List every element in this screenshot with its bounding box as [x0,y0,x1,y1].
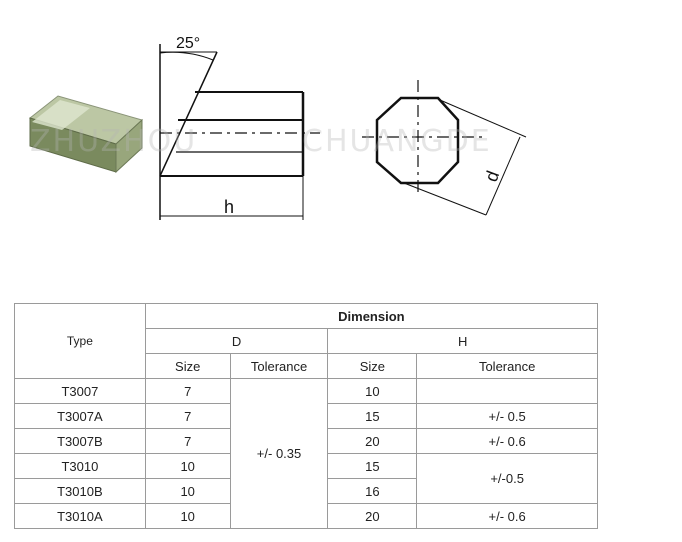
type-cell: T3010 [15,454,146,479]
dimension-header: Dimension [145,304,597,329]
d-size-cell: 10 [145,454,230,479]
type-cell: T3007A [15,404,146,429]
d-dimension-label: d [480,168,504,185]
d-header: D [145,329,328,354]
type-header: Type [15,304,146,379]
h-header: H [328,329,598,354]
carbide-tip-3d-image [30,96,142,172]
d-tolerance-header: Tolerance [230,354,328,379]
type-cell: T3010B [15,479,146,504]
h-size-cell: 20 [328,429,417,454]
type-cell: T3010A [15,504,146,529]
h-size-cell: 15 [328,404,417,429]
watermark-right: CHUANGDE [302,124,492,159]
d-size-cell: 7 [145,404,230,429]
type-cell: T3007B [15,429,146,454]
h-tolerance-cell: +/- 0.5 [417,404,598,429]
h-size-cell: 20 [328,504,417,529]
h-tolerance-cell [417,379,598,404]
type-cell: T3007 [15,379,146,404]
d-tolerance-cell: +/- 0.35 [230,379,328,529]
angle-label: 25° [176,35,201,52]
h-tolerance-cell: +/- 0.6 [417,504,598,529]
h-tolerance-header: Tolerance [417,354,598,379]
h-size-cell: 10 [328,379,417,404]
d-size-cell: 7 [145,379,230,404]
end-view-octagon [362,80,526,215]
h-tolerance-merged-cell: +/-0.5 [417,454,598,504]
d-size-cell: 10 [145,504,230,529]
h-size-header: Size [328,354,417,379]
h-dimension-label: h [224,197,235,217]
d-size-cell: 10 [145,479,230,504]
h-size-cell: 16 [328,479,417,504]
side-view [160,44,320,220]
table-row [15,379,598,404]
dimension-table [14,303,598,529]
h-tolerance-cell: +/- 0.6 [417,429,598,454]
watermark-left: ZHUZHOU [30,124,198,159]
table-header-row-1 [15,304,598,329]
d-size-header: Size [145,354,230,379]
h-size-cell: 15 [328,454,417,479]
d-size-cell: 7 [145,429,230,454]
